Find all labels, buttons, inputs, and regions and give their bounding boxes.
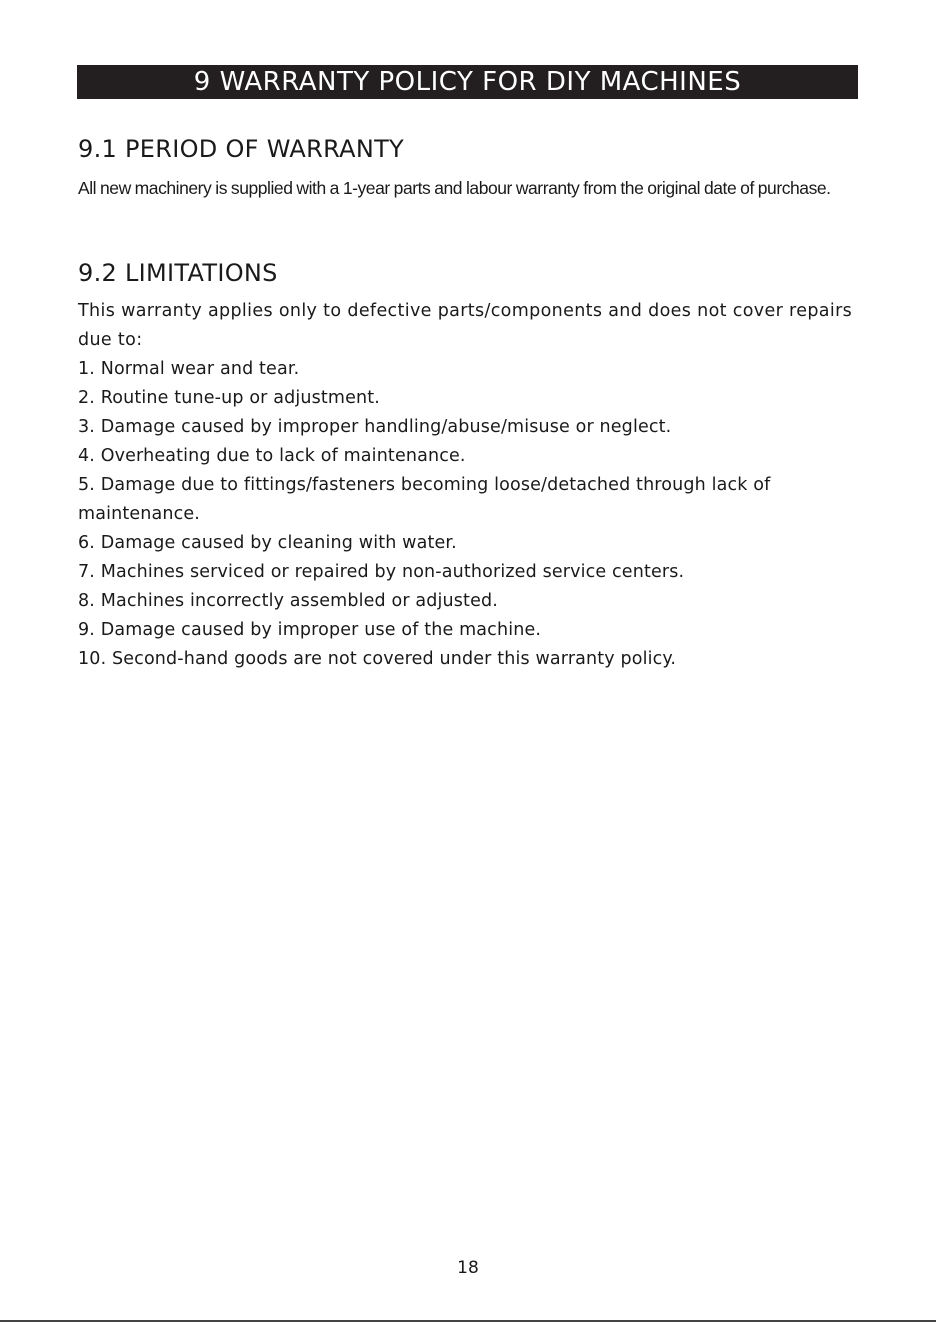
limitations-section [78,297,860,674]
limitations-list-item: 9. Damage caused by improper use of the machine. [78,620,542,640]
limitations-list-item: 10. Second-hand goods are not covered under this warranty policy. [78,649,677,669]
limitations-intro-text: This warranty applies only to defective parts/components and does not cover repairs due to: [78,301,853,350]
limitations-list-item: 4. Overheating due to lack of maintenance. [78,446,466,466]
page-number: 18 [457,1258,479,1278]
period-of-warranty-text: All new machinery is supplied with a 1-year parts and labour warranty from the original date of purchase. [78,178,831,198]
page-title-bar [77,65,858,99]
bottom-divider [0,1320,936,1322]
limitations-list-item: 2. Routine tune-up or adjustment. [78,388,380,408]
limitations-list-item: 1. Normal wear and tear. [78,359,300,379]
limitations-list-item: 6. Damage caused by cleaning with water. [78,533,457,553]
limitations-list-item: 3. Damage caused by improper handling/abuse/misuse or neglect. [78,417,672,437]
limitations-list-item: 7. Machines serviced or repaired by non-authorized service centers. [78,562,685,582]
page-title: 9 WARRANTY POLICY FOR DIY MACHINES [193,67,742,97]
limitations-list-item: 8. Machines incorrectly assembled or adjusted. [78,591,498,611]
section-heading-limitations: 9.2 LIMITATIONS [78,259,278,287]
limitations-list [78,355,860,674]
section-heading-period-of-warranty: 9.1 PERIOD OF WARRANTY [78,135,405,163]
limitations-list-item: 5. Damage due to fittings/fasteners becoming loose/detached through lack of maintenance. [78,475,771,524]
